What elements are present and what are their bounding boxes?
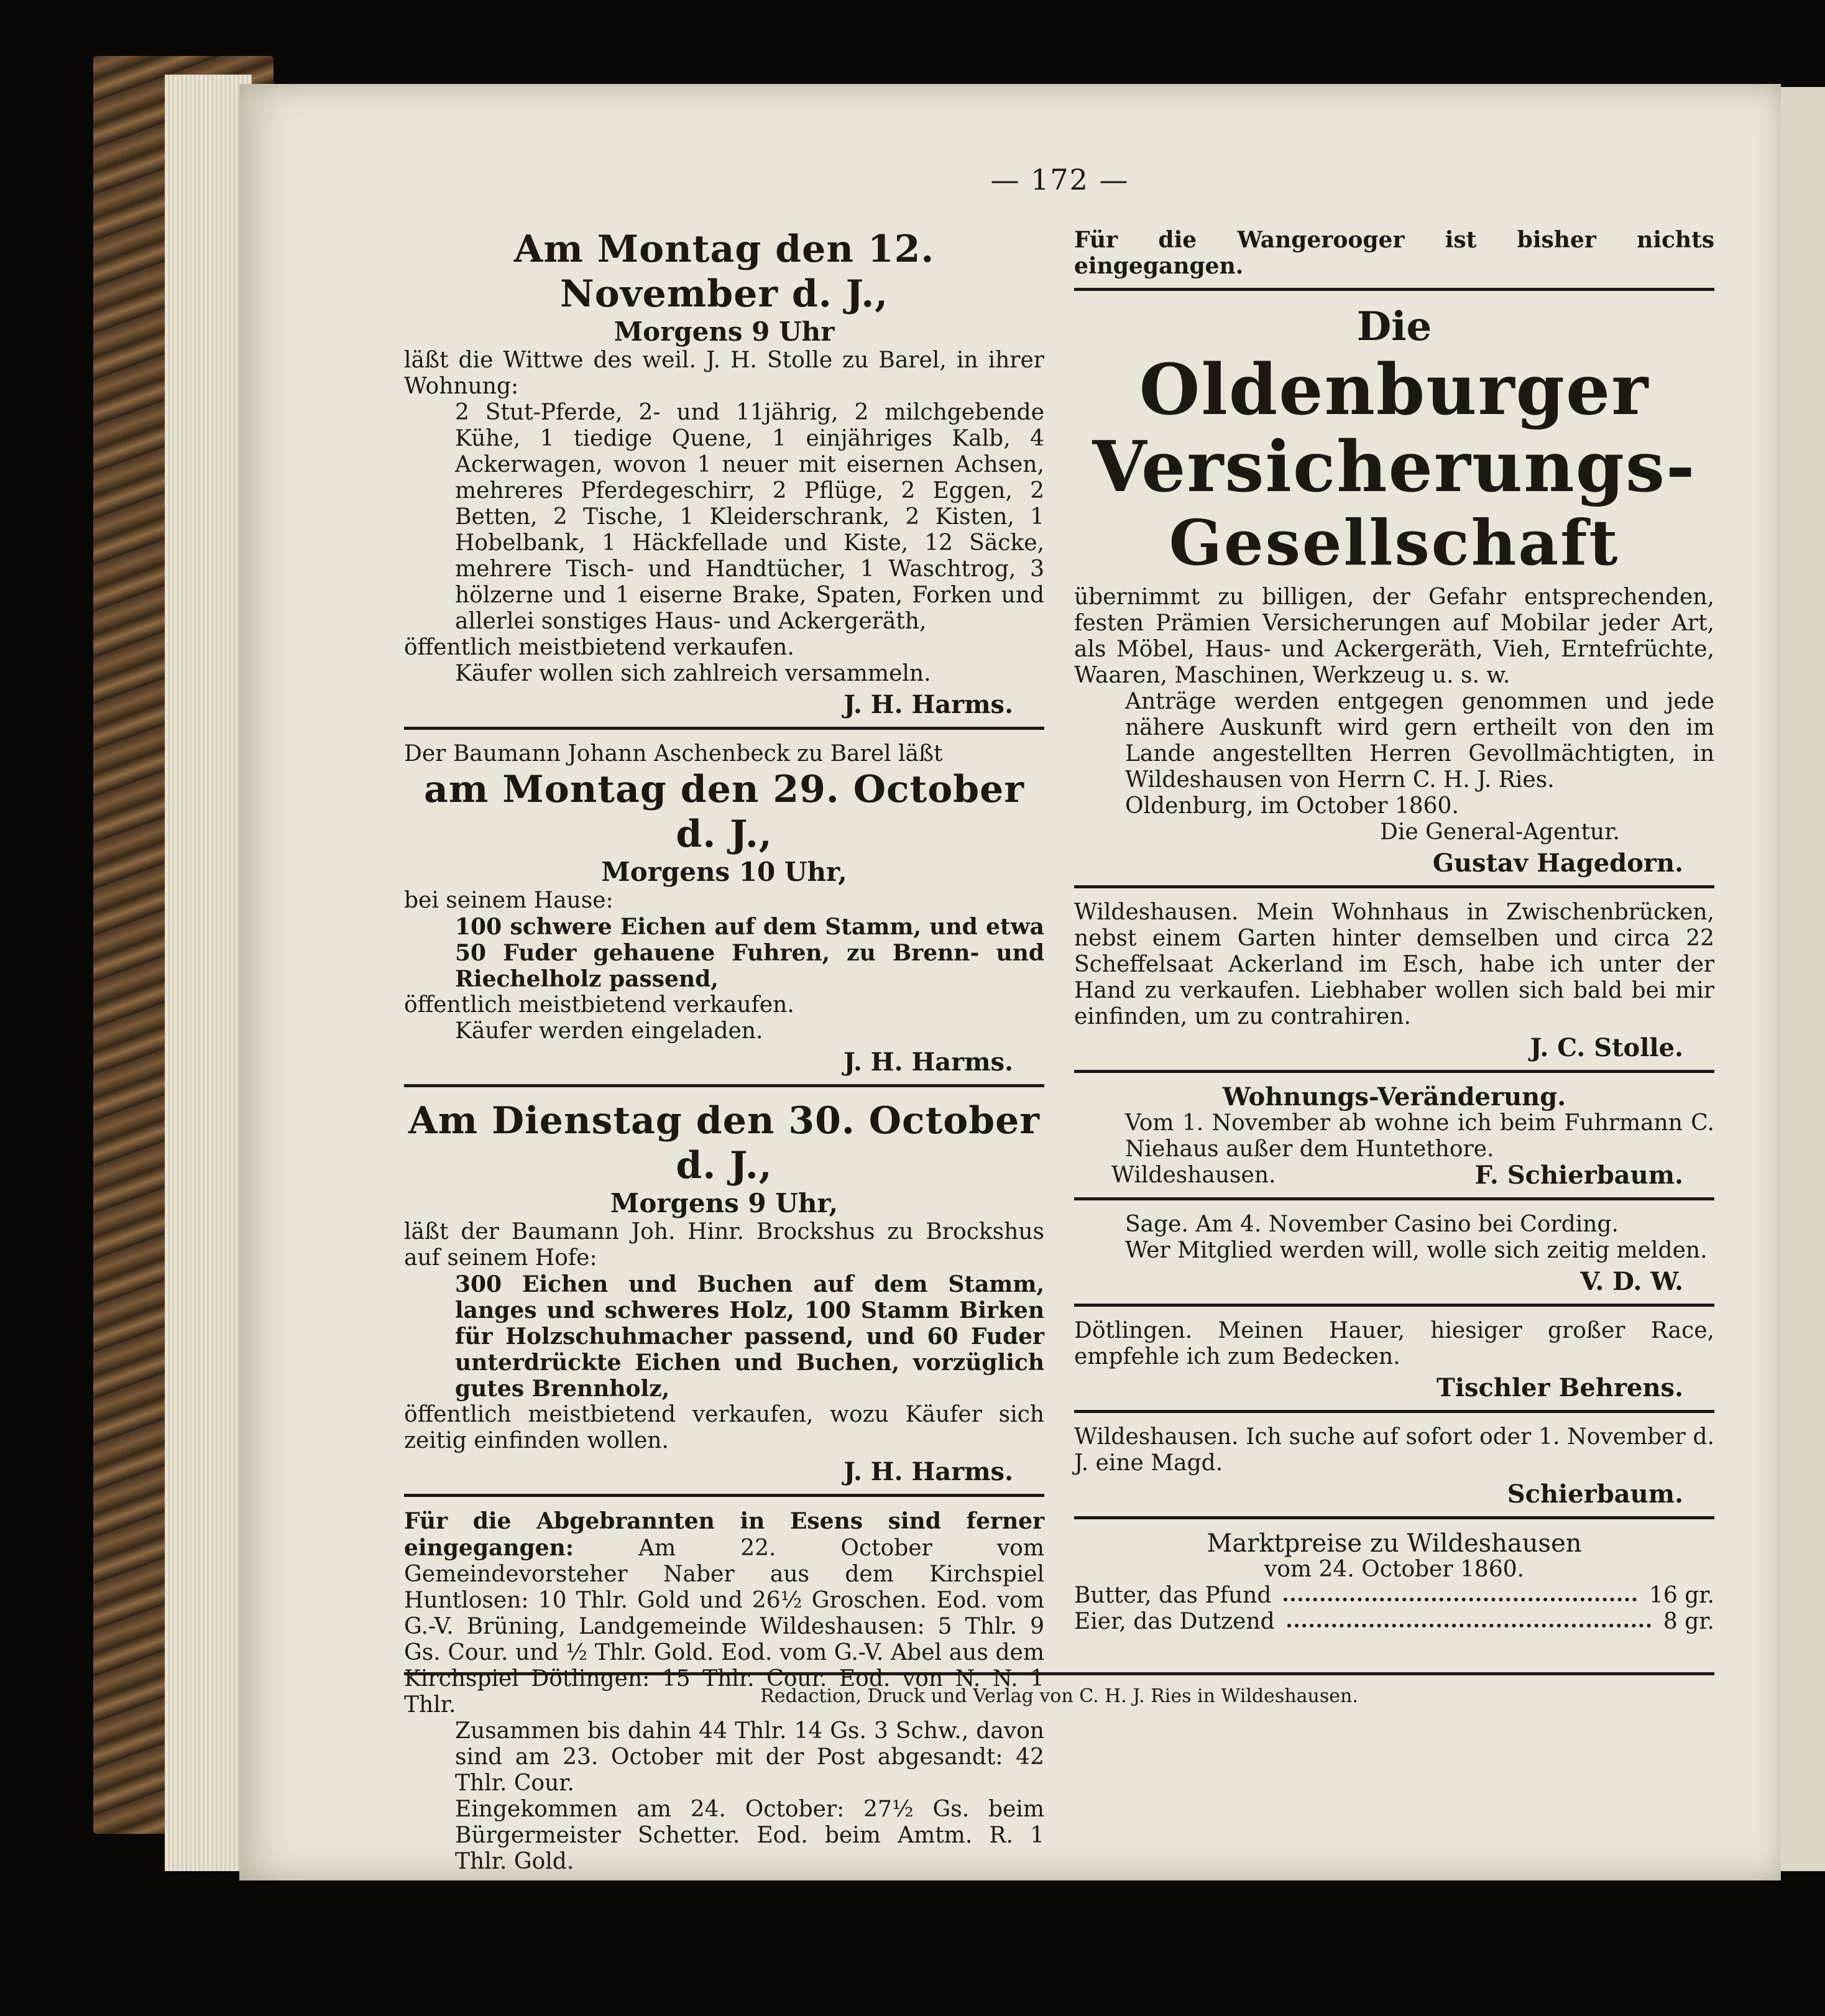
market-title: Marktpreise zu Wildeshausen bbox=[1207, 1529, 1582, 1558]
page-stack-edge bbox=[165, 75, 252, 1871]
insurance-title-die: Die bbox=[1356, 303, 1432, 350]
address-change-signature: F. Schierbaum. bbox=[1474, 1161, 1683, 1190]
ad-closing: öffentlich meistbietend verkaufen, wozu Käufer sich zeitig einfinden wollen. bbox=[404, 1402, 1044, 1453]
market-prices bbox=[1074, 1530, 1714, 1635]
address-change-heading: Wohnungs-Veränderung. bbox=[1222, 1082, 1566, 1112]
insurance-title: Oldenburger Versicherungs- bbox=[1092, 349, 1696, 508]
divider bbox=[1074, 1197, 1714, 1200]
insurance-text-2: Anträge werden entgegen genommen und jede nähere Auskunft wird gern ertheilt von den im Lande angestellten Herren Gevollmächtigten, in Wildeshausen von Herrn C. H. J. Ries. bbox=[1125, 689, 1714, 793]
donation-text-2: Zusammen bis dahin 44 Thlr. 14 Gs. 3 Schw., davon sind am 23. October mit der Post abgesandt: 42 Thlr. Cour. bbox=[455, 1718, 1044, 1796]
ad-headline: Am Dienstag den 30. October d. J., bbox=[408, 1099, 1040, 1187]
casino-line-1: Sage. Am 4. November Casino bei Cording. bbox=[1125, 1212, 1619, 1237]
house-sale-ad bbox=[1074, 900, 1714, 1061]
boar-text: Dötlingen. Meinen Hauer, hiesiger großer Race, empfehle ich zum Bedecken. bbox=[1074, 1318, 1714, 1369]
insurance-agency: Die General-Agentur. bbox=[1380, 819, 1620, 845]
boar-ad bbox=[1074, 1318, 1714, 1401]
price-row bbox=[1074, 1609, 1714, 1635]
insurance-place-date: Oldenburg, im October 1860. bbox=[1125, 793, 1459, 819]
address-change-ad bbox=[1074, 1084, 1714, 1189]
price-row bbox=[1074, 1583, 1714, 1609]
auction-ad-brockshus bbox=[404, 1098, 1044, 1485]
divider bbox=[404, 1084, 1044, 1087]
ad-note: Käufer wollen sich zahlreich versammeln. bbox=[455, 661, 931, 686]
price-value: 8 gr. bbox=[1663, 1609, 1714, 1634]
price-item: Butter, das Pfund bbox=[1074, 1583, 1272, 1608]
leader-dots bbox=[1287, 1609, 1651, 1627]
page-number: — 172 — bbox=[990, 163, 1129, 196]
leader-dots bbox=[1284, 1583, 1637, 1601]
divider bbox=[1074, 1410, 1714, 1413]
ad-headline: am Montag den 29. October d. J., bbox=[424, 768, 1024, 856]
left-column bbox=[404, 227, 1044, 1875]
ad-signature: J. H. Harms. bbox=[844, 1457, 1013, 1486]
boar-signature: Tischler Behrens. bbox=[1437, 1373, 1683, 1402]
auction-ad-aschenbeck bbox=[404, 741, 1044, 1075]
adjacent-page-edge bbox=[1781, 87, 1825, 1871]
maid-text: Wildeshausen. Ich suche auf sofort oder 1. November d. J. eine Magd. bbox=[1074, 1424, 1714, 1476]
divider bbox=[1074, 885, 1714, 888]
price-item: Eier, das Dutzend bbox=[1074, 1609, 1275, 1634]
divider bbox=[404, 1494, 1044, 1497]
insurance-title-2: Gesellschaft bbox=[1169, 506, 1620, 579]
auction-ad-stolle bbox=[404, 227, 1044, 718]
ad-items: 300 Eichen und Buchen auf dem Stamm, langes und schweres Holz, 100 Stamm Birken für Holzschuhmacher passend, und 60 Fuder unterdrückte Eichen und Buchen, vorzüglich gutes Brennholz, bbox=[455, 1271, 1044, 1402]
ad-closing: öffentlich meistbietend verkaufen. bbox=[404, 992, 794, 1018]
ad-time: Morgens 9 Uhr, bbox=[610, 1188, 839, 1218]
ad-intro: läßt der Baumann Joh. Hinr. Brockshus zu Brockshus auf seinem Hofe: bbox=[404, 1219, 1044, 1271]
insurance-signature: Gustav Hagedorn. bbox=[1432, 849, 1683, 878]
insurance-ad bbox=[1074, 302, 1714, 877]
ad-headline: Am Montag den 12. November d. J., bbox=[513, 228, 935, 316]
ad-items: 2 Stut-Pferde, 2- und 11jährig, 2 milchgebende Kühe, 1 tiedige Quene, 1 einjähriges Kalb, 4 Ackerwagen, wovon 1 neuer mit eisernen Achsen, mehreres Pferdegeschirr, 2 Pflüge, 2 Eggen, 2 Betten, 2 Tische, 1 Kleiderschrank, 2 Kisten, 1 Hobelbank, 1 Häckfellade und Kiste, 12 Säcke, mehrere Tisch- und Handtücher, 1 Waschtrog, 3 hölzerne und 1 eiserne Brake, Spaten, Forken und allerlei sonstiges Haus- und Ackergeräth, bbox=[455, 400, 1044, 634]
maid-signature: Schierbaum. bbox=[1507, 1480, 1683, 1509]
address-change-footer bbox=[1074, 1162, 1714, 1189]
ad-place: bei seinem Hause: bbox=[404, 888, 614, 913]
price-value: 16 gr. bbox=[1649, 1583, 1714, 1608]
house-sale-signature: J. C. Stolle. bbox=[1530, 1033, 1683, 1062]
ad-closing: öffentlich meistbietend verkaufen. bbox=[404, 635, 794, 660]
divider bbox=[1074, 1304, 1714, 1307]
wangerooge-notice: Für die Wangerooger ist bisher nichts eingegangen. bbox=[1074, 227, 1714, 279]
ad-time: Morgens 9 Uhr bbox=[614, 316, 835, 347]
donation-text-3: Eingekommen am 24. October: 27½ Gs. beim Bürgermeister Schetter. Eod. beim Amtm. R. 1 Thlr. Gold. bbox=[455, 1797, 1044, 1874]
ad-items: 100 schwere Eichen auf dem Stamm, und etwa 50 Fuder gehauene Fuhren, zu Brenn- und Riechelholz passend, bbox=[455, 914, 1044, 992]
ad-note: Käufer werden eingeladen. bbox=[455, 1018, 763, 1044]
donation-heading-text: Für die Abgebrannten in Esens sind ferner eingegangen: bbox=[404, 1508, 1044, 1561]
ad-intro: Der Baumann Johann Aschenbeck zu Barel läßt bbox=[404, 741, 943, 766]
imprint-footer: Redaction, Druck und Verlag von C. H. J. Ries in Wildeshausen. bbox=[404, 1672, 1714, 1707]
address-change-place: Wildeshausen. bbox=[1111, 1162, 1276, 1188]
casino-signature: V. D. W. bbox=[1580, 1267, 1683, 1296]
house-sale-text: Wildeshausen. Mein Wohnhaus in Zwischenbrücken, nebst einem Garten hinter demselben und circa 22 Scheffelsaat Ackerland im Esch, habe ich unter der Hand zu verkaufen. Liebhaber wollen sich bald bei mir einfinden, um zu contrahiren. bbox=[1074, 900, 1714, 1029]
maid-ad bbox=[1074, 1424, 1714, 1507]
casino-ad bbox=[1074, 1212, 1714, 1295]
divider bbox=[1074, 1516, 1714, 1519]
market-date: vom 24. October 1860. bbox=[1264, 1557, 1525, 1582]
casino-line-2: Wer Mitglied werden will, wolle sich zeitig melden. bbox=[1125, 1238, 1708, 1263]
ad-intro: läßt die Wittwe des weil. J. H. Stolle zu Barel, in ihrer Wohnung: bbox=[404, 348, 1044, 399]
ad-time: Morgens 10 Uhr, bbox=[601, 857, 847, 887]
address-change-text: Vom 1. November ab wohne ich beim Fuhrmann C. Niehaus außer dem Huntethore. bbox=[1125, 1110, 1714, 1162]
ad-signature: J. H. Harms. bbox=[844, 690, 1013, 719]
divider bbox=[1074, 288, 1714, 291]
ad-signature: J. H. Harms. bbox=[844, 1047, 1013, 1077]
donation-text-1: Am 22. October vom Gemeindevorsteher Naber aus dem Kirchspiel Huntlosen: 10 Thlr. Gold und 26½ Groschen. Eod. vom G.-V. Brüning, Landgemeinde Wildeshausen: 5 Thlr. 9 Gs. Cour. und ½ Thlr. Gold. Eod. vom G.-V. Abel aus dem Kirchspiel Dötlingen: 15 Thlr. Cour. Eod. von N. N. 1 Thlr. bbox=[404, 1535, 1044, 1718]
right-column bbox=[1074, 227, 1714, 1635]
insurance-text-1: übernimmt zu billigen, der Gefahr entsprechenden, festen Prämien Versicherungen auf Mobilar jeder Art, als Möbel, Haus- und Ackergeräth, Vieh, Erntefrüchte, Waaren, Maschinen, Werkzeug u. s. w. bbox=[1074, 584, 1714, 688]
divider bbox=[404, 727, 1044, 730]
divider bbox=[1074, 1070, 1714, 1073]
